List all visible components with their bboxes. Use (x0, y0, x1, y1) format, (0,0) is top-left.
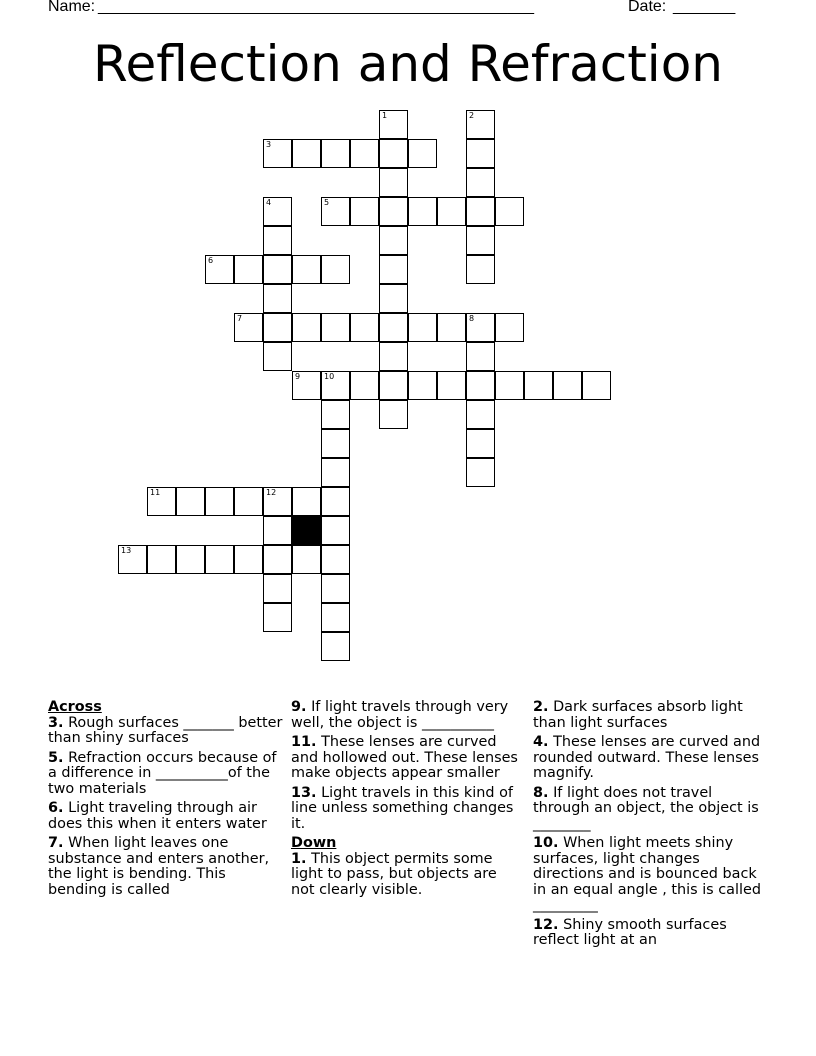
grid-cell[interactable] (379, 400, 408, 429)
grid-cell[interactable] (147, 487, 176, 516)
grid-cell[interactable] (234, 255, 263, 284)
clue-number: 4 (266, 198, 272, 207)
grid-cell[interactable] (321, 197, 350, 226)
clue-number: 13 (121, 546, 132, 555)
date-label: Date: (628, 0, 667, 15)
grid-cell[interactable] (263, 226, 292, 255)
grid-cell[interactable] (408, 139, 437, 168)
grid-cell[interactable] (408, 371, 437, 400)
grid-cell[interactable] (524, 371, 553, 400)
date-field[interactable]: _______ (673, 0, 736, 15)
grid-cell[interactable] (437, 197, 466, 226)
grid-cell[interactable] (350, 139, 379, 168)
grid-cell[interactable] (321, 139, 350, 168)
grid-cell[interactable] (263, 197, 292, 226)
clue-number: 6 (208, 256, 214, 265)
grid-cell[interactable] (350, 371, 379, 400)
grid-cell[interactable] (466, 110, 495, 139)
name-label: Name: (48, 0, 96, 15)
grid-cell[interactable] (292, 313, 321, 342)
clue-number: 7 (237, 314, 243, 323)
grid-cell[interactable] (234, 313, 263, 342)
grid-cell[interactable] (263, 574, 292, 603)
grid-cell[interactable] (321, 516, 350, 545)
grid-cell[interactable] (263, 313, 292, 342)
grid-cell[interactable] (263, 342, 292, 371)
grid-cell[interactable] (292, 545, 321, 574)
grid-cell[interactable] (205, 255, 234, 284)
grid-cell[interactable] (321, 371, 350, 400)
grid-cell[interactable] (350, 313, 379, 342)
grid-cell[interactable] (379, 110, 408, 139)
page-title: Reflection and Refraction (93, 35, 723, 93)
grid-cell[interactable] (466, 226, 495, 255)
grid-cell[interactable] (495, 371, 524, 400)
grid-cell[interactable] (292, 487, 321, 516)
grid-cell[interactable] (263, 545, 292, 574)
grid-cell[interactable] (379, 342, 408, 371)
clue-across-5: 5. Refraction occurs because of a difference in __________of the two materials (48, 749, 277, 797)
grid-cell[interactable] (379, 168, 408, 197)
clue-down-1: 1. This object permits some light to pass, but objects are not clearly visible. (291, 850, 497, 898)
grid-cell[interactable] (263, 487, 292, 516)
grid-cell[interactable] (495, 197, 524, 226)
clue-number: 5 (324, 198, 330, 207)
clue-number: 2 (469, 111, 475, 120)
grid-cell[interactable] (292, 255, 321, 284)
grid-cell[interactable] (466, 458, 495, 487)
clues-column-1 (48, 700, 284, 902)
grid-cell[interactable] (292, 139, 321, 168)
grid-cell[interactable] (379, 371, 408, 400)
grid-cell[interactable] (321, 603, 350, 632)
grid-cell[interactable] (263, 139, 292, 168)
grid-cell[interactable] (234, 487, 263, 516)
clue-number: 10 (324, 372, 335, 381)
grid-cell[interactable] (437, 313, 466, 342)
grid-cell[interactable] (205, 487, 234, 516)
grid-cell[interactable] (466, 255, 495, 284)
grid-cell[interactable] (408, 313, 437, 342)
grid-cell[interactable] (292, 371, 321, 400)
grid-cell[interactable] (321, 487, 350, 516)
grid-cell[interactable] (437, 371, 466, 400)
grid-cell[interactable] (176, 545, 205, 574)
grid-cell[interactable] (466, 371, 495, 400)
grid-cell[interactable] (321, 545, 350, 574)
grid-cell[interactable] (379, 197, 408, 226)
grid-cell[interactable] (321, 400, 350, 429)
clue-down-8: 8. If light does not travel through an object, the object is ________ (533, 784, 759, 832)
clue-down-4: 4. These lenses are curved and rounded outward. These lenses magnify. (533, 734, 761, 781)
clues-column-3 (533, 700, 769, 953)
clue-number: 11 (150, 488, 161, 497)
clue-down-2: 2. Dark surfaces absorb light than light surfaces (533, 699, 743, 731)
blocked-cell (292, 516, 321, 545)
clue-number: 1 (382, 111, 388, 120)
grid-cell[interactable] (350, 197, 379, 226)
grid-cell[interactable] (466, 197, 495, 226)
grid-cell[interactable] (495, 313, 524, 342)
grid-cell[interactable] (466, 313, 495, 342)
grid-cell[interactable] (321, 574, 350, 603)
across-heading: Across (48, 699, 102, 715)
clue-number: 8 (469, 314, 475, 323)
clues-column-2 (291, 700, 521, 902)
grid-cell[interactable] (379, 313, 408, 342)
grid-cell[interactable] (118, 545, 147, 574)
clue-across-7: 7. When light leaves one substance and enters another, the light is bending. This bending is called (48, 835, 270, 898)
grid-cell[interactable] (321, 255, 350, 284)
grid-cell[interactable] (147, 545, 176, 574)
grid-cell[interactable] (263, 603, 292, 632)
grid-cell[interactable] (263, 516, 292, 545)
grid-cell[interactable] (408, 197, 437, 226)
clue-across-13: 13. Light travels in this kind of line unless something changes it. (291, 784, 514, 832)
grid-cell[interactable] (466, 429, 495, 458)
down-heading: Down (291, 835, 337, 851)
clue-across-6: 6. Light traveling through air does this when it enters water (48, 800, 267, 832)
clue-across-3: 3. Rough surfaces _______ better than shiny surfaces (48, 714, 283, 746)
grid-cell[interactable] (234, 545, 263, 574)
grid-cell[interactable] (321, 632, 350, 661)
clue-across-9: 9. If light travels through very well, the object is __________ (291, 699, 509, 731)
grid-cell[interactable] (263, 255, 292, 284)
grid-cell[interactable] (176, 487, 205, 516)
clue-number: 3 (266, 140, 272, 149)
grid-cell[interactable] (553, 371, 582, 400)
grid-cell[interactable] (321, 429, 350, 458)
name-field[interactable]: _________________________________________________ (98, 0, 535, 15)
grid-cell[interactable] (379, 226, 408, 255)
grid-cell[interactable] (466, 342, 495, 371)
grid-cell[interactable] (466, 400, 495, 429)
grid-cell[interactable] (582, 371, 611, 400)
grid-cell[interactable] (379, 139, 408, 168)
grid-cell[interactable] (379, 284, 408, 313)
grid-cell[interactable] (321, 313, 350, 342)
grid-cell[interactable] (466, 168, 495, 197)
grid-cell[interactable] (263, 284, 292, 313)
clue-down-12: 12. Shiny smooth surfaces reflect light at an (533, 916, 727, 948)
grid-cell[interactable] (205, 545, 234, 574)
grid-cell[interactable] (379, 255, 408, 284)
grid-cell[interactable] (466, 139, 495, 168)
clue-across-11: 11. These lenses are curved and hollowed out. These lenses make objects appear smaller (291, 734, 518, 781)
grid-cell[interactable] (321, 458, 350, 487)
clue-down-10: 10. When light meets shiny surfaces, light changes directions and is bounced back in an equal angle , this is called _________ (533, 835, 761, 913)
clue-number: 9 (295, 372, 301, 381)
clue-number: 12 (266, 488, 277, 497)
